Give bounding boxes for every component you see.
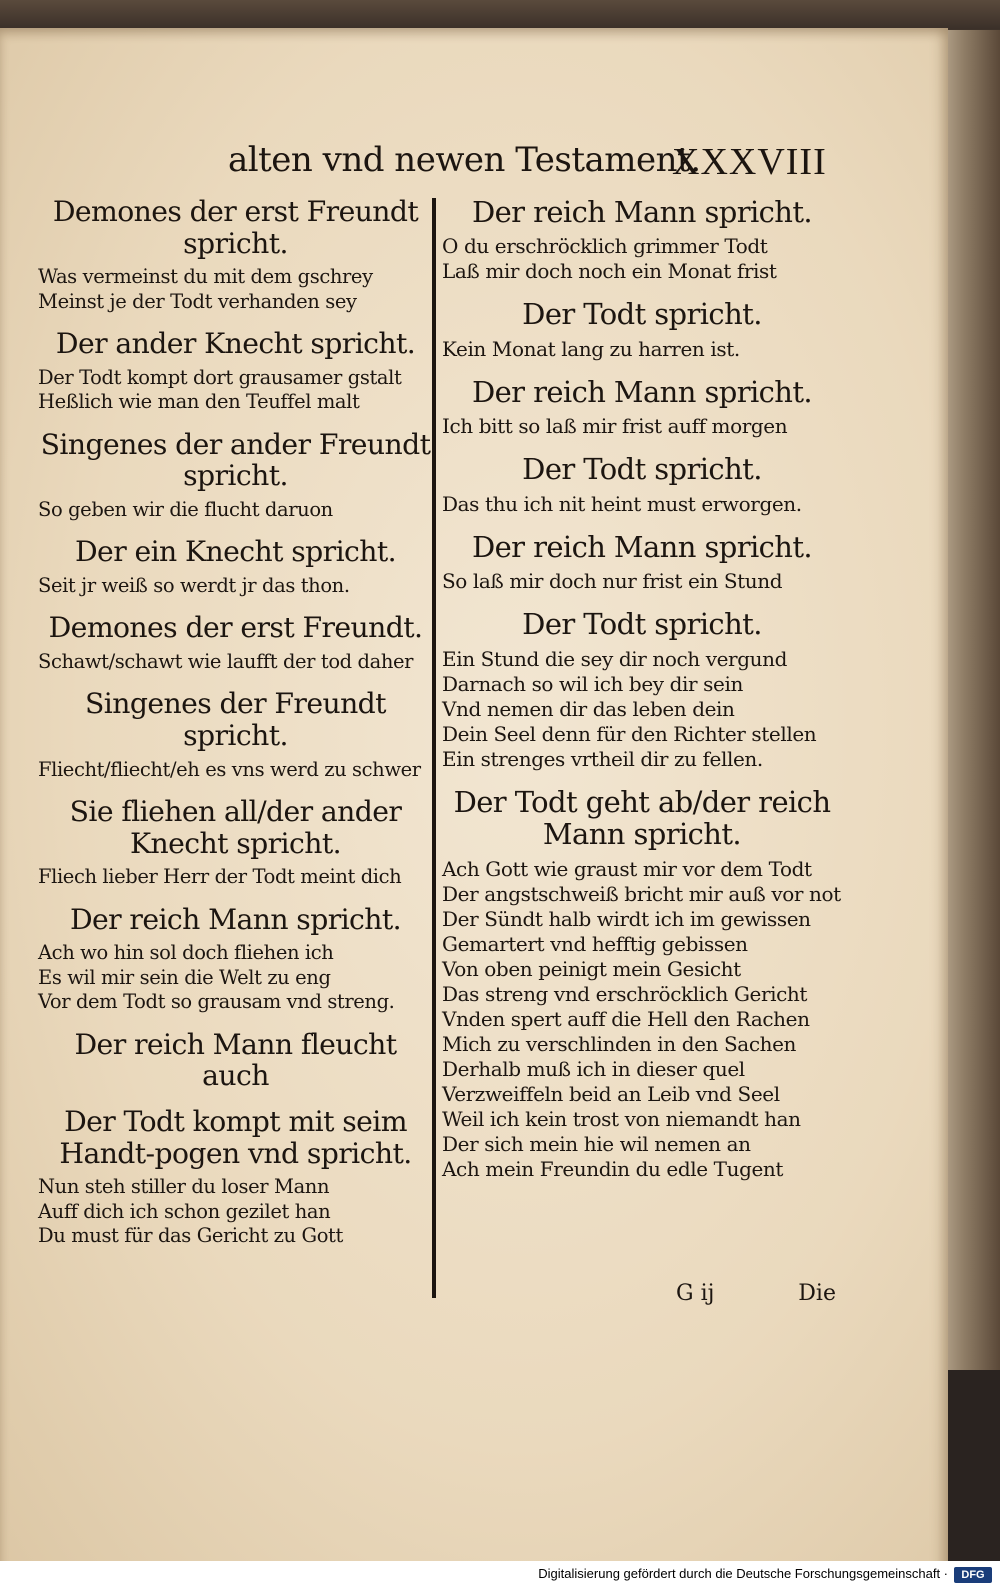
verse-line: Weil ich kein trost von niemandt han bbox=[442, 1106, 801, 1131]
speaker-heading: Der Todt spricht. bbox=[522, 452, 762, 487]
verse-line: Vnd nemen dir das leben dein bbox=[442, 696, 735, 721]
signature-mark: G ij bbox=[676, 1281, 715, 1306]
speaker-heading: Der reich Mann spricht. bbox=[471, 374, 813, 409]
speech-block bbox=[442, 453, 842, 516]
speech-block bbox=[38, 536, 433, 598]
verse-line: Es wil mir sein die Welt zu eng bbox=[38, 965, 331, 989]
verse-line: Fliecht/fliecht/eh es vns werd zu schwer bbox=[38, 757, 421, 781]
speaker-heading: Der reich Mann fleucht auch bbox=[74, 1027, 397, 1093]
speaker-heading: Singenes der ander Freundt spricht. bbox=[40, 427, 431, 493]
speech-block bbox=[442, 298, 842, 361]
verse-line: Nun steh stiller du loser Mann bbox=[38, 1175, 330, 1199]
verse-line: Kein Monat lang zu harren ist. bbox=[442, 336, 740, 361]
verse-line: So laß mir doch nur frist ein Stund bbox=[442, 569, 783, 594]
running-head: alten vnd newen Testament. bbox=[228, 140, 701, 180]
footer-credit: Digitalisierung gefördert durch die Deutsche Forschungsgemeinschaft · bbox=[538, 1566, 948, 1581]
verse-line: Seit jr weiß so werdt jr das thon. bbox=[38, 573, 350, 597]
verse-line: Meinst je der Todt verhanden sey bbox=[38, 289, 357, 313]
speech-block bbox=[442, 786, 842, 1182]
speech-block bbox=[38, 1106, 433, 1248]
catchword: Die bbox=[798, 1281, 836, 1306]
verse-line: Mich zu verschlinden in den Sachen bbox=[442, 1031, 797, 1056]
speaker-heading: Der ander Knecht spricht. bbox=[55, 327, 416, 361]
verse-line: Von oben peinigt mein Gesicht bbox=[442, 956, 741, 981]
verse-line: Ich bitt so laß mir frist auff morgen bbox=[442, 414, 788, 439]
verse-line: Ach Gott wie graust mir vor dem Todt bbox=[442, 856, 812, 881]
verse-line: Fliech lieber Herr der Todt meint dich bbox=[38, 865, 402, 889]
digitization-footer bbox=[0, 1561, 1000, 1587]
verse-line: Der Todt kompt dort grausamer gstalt bbox=[38, 365, 402, 389]
speech-block bbox=[442, 196, 842, 284]
speaker-heading: Der Todt geht ab/der reich Mann spricht. bbox=[453, 784, 831, 852]
speech-block bbox=[442, 608, 842, 771]
speech-block bbox=[38, 796, 433, 890]
verse-line: Derhalb muß ich in dieser quel bbox=[442, 1056, 745, 1081]
verse-line: O du erschröcklich grimmer Todt bbox=[442, 234, 768, 259]
speech-block bbox=[38, 612, 433, 674]
speaker-heading: Singenes der Freundt spricht. bbox=[85, 687, 386, 752]
verse-line: Darnach so wil ich bey dir sein bbox=[442, 671, 743, 696]
speaker-heading: Der reich Mann spricht. bbox=[471, 195, 813, 229]
folio-number: XXXVIII bbox=[672, 141, 827, 183]
verse-line: Ach mein Freundin du edle Tugent bbox=[442, 1156, 784, 1181]
speaker-heading: Der Todt spricht. bbox=[522, 297, 762, 332]
speech-block bbox=[38, 429, 433, 523]
verse-line: Heßlich wie man den Teuffel malt bbox=[38, 390, 360, 414]
verse-line: Der sich mein hie wil nemen an bbox=[442, 1131, 751, 1156]
verse-line: Vor dem Todt so grausam vnd streng. bbox=[38, 990, 395, 1014]
verse-line: Laß mir doch noch ein Monat frist bbox=[442, 259, 777, 284]
verse-line: Ein strenges vrtheil dir zu fellen. bbox=[442, 746, 763, 771]
column-rule bbox=[432, 198, 436, 1298]
verse-line: Das streng vnd erschröcklich Gericht bbox=[442, 981, 808, 1006]
speech-block bbox=[38, 1029, 433, 1092]
verse-line: So geben wir die flucht daruon bbox=[38, 497, 333, 521]
verse-line: Der Sündt halb wirdt ich im gewissen bbox=[442, 906, 811, 931]
verse-line: Der angstschweiß bricht mir auß vor not bbox=[442, 881, 841, 906]
verse-line: Ach wo hin sol doch fliehen ich bbox=[38, 941, 334, 965]
speech-block bbox=[38, 196, 433, 314]
right-column bbox=[442, 192, 842, 1196]
speaker-heading: Der Todt kompt mit seim Handt-pogen vnd spricht. bbox=[59, 1104, 412, 1170]
speech-block bbox=[38, 904, 433, 1015]
verse-line: Dein Seel denn für den Richter stellen bbox=[442, 721, 817, 746]
verse-line: Schawt/schawt wie laufft der tod daher bbox=[38, 649, 414, 673]
page-edge bbox=[940, 30, 1000, 1370]
verse-line: Das thu ich nit heint must erworgen. bbox=[442, 491, 802, 516]
verse-line: Verzweiffeln beid an Leib vnd Seel bbox=[442, 1081, 780, 1106]
speaker-heading: Der reich Mann spricht. bbox=[471, 529, 813, 564]
speech-block bbox=[442, 376, 842, 439]
left-column bbox=[38, 192, 433, 1262]
verse-line: Was vermeinst du mit dem gschrey bbox=[38, 265, 373, 289]
verse-line: Du must für das Gericht zu Gott bbox=[38, 1224, 343, 1247]
speech-block bbox=[38, 688, 433, 782]
verse-line: Vnden spert auff die Hell den Rachen bbox=[442, 1006, 810, 1031]
speaker-heading: Der reich Mann spricht. bbox=[69, 902, 402, 936]
verse-line: Auff dich ich schon gezilet han bbox=[38, 1199, 331, 1223]
book-page bbox=[0, 28, 948, 1576]
speaker-heading: Demones der erst Freundt spricht. bbox=[52, 195, 419, 260]
speech-block bbox=[38, 328, 433, 414]
speaker-heading: Der Todt spricht. bbox=[522, 607, 762, 642]
speech-block bbox=[442, 531, 842, 594]
speaker-heading: Demones der erst Freundt. bbox=[48, 611, 423, 645]
speaker-heading: Sie fliehen all/der ander Knecht spricht. bbox=[69, 795, 402, 860]
dfg-logo: DFG bbox=[954, 1567, 992, 1583]
speaker-heading: Der ein Knecht spricht. bbox=[75, 535, 396, 569]
verse-line: Gemartert vnd hefftig gebissen bbox=[442, 931, 748, 956]
verse-line: Ein Stund die sey dir noch vergund bbox=[442, 646, 787, 671]
